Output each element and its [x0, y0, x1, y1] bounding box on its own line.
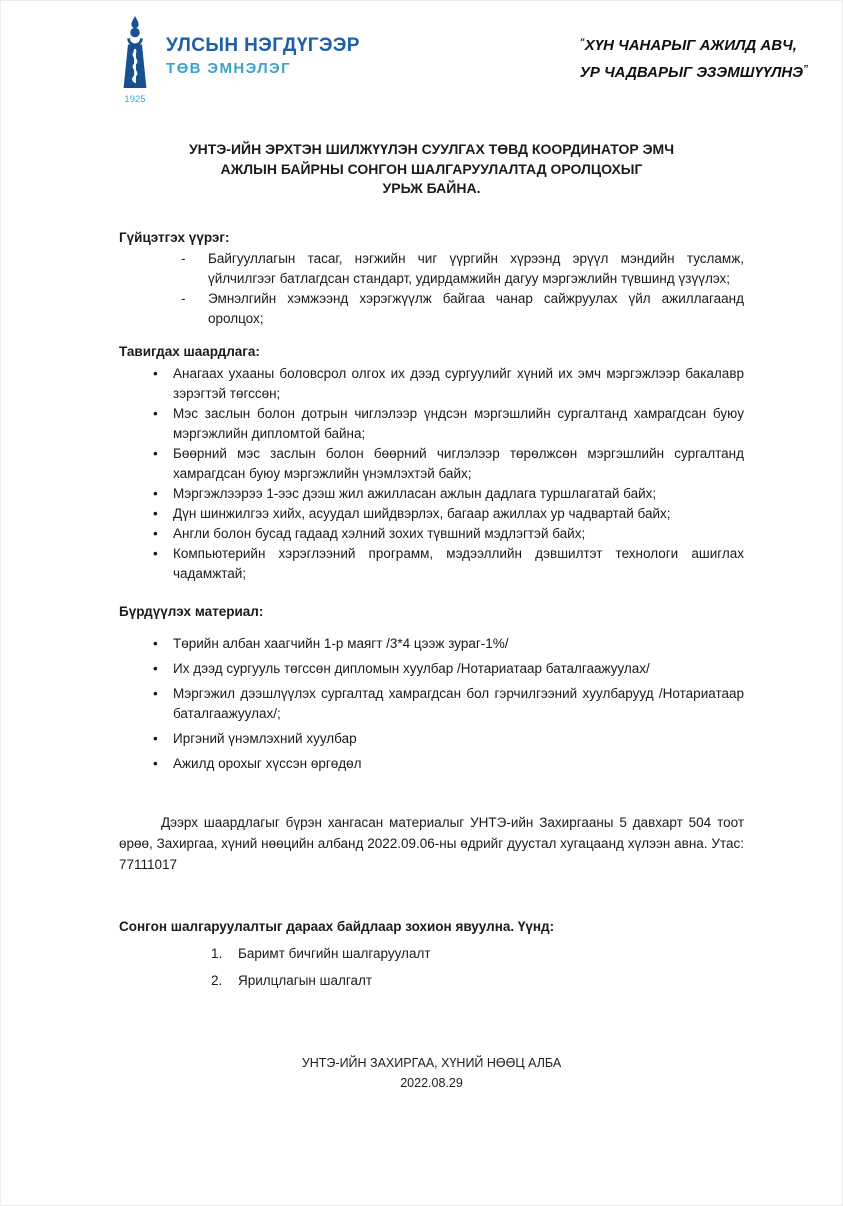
list-item: - Байгууллагын тасаг, нэгжийн чиг үүргийн хүрээнд эрүүл мэндийн тусламж, үйлчилгээг батлагдсан стандарт, удирдамжийн дагуу мэргэжлийн түвшинд үзүүлэх; [119, 249, 744, 289]
list-item: Баримт бичгийн шалгаруулалт [238, 945, 431, 961]
list-item: • Ажилд орохыг хүссэн өргөдөл [119, 754, 744, 774]
list-item: • Анагаах ухааны боловсрол олгох их дээд сургуулийг хүний их эмч мэргэжлээр бакалавр зэрэгтэй төгссөн; [119, 364, 744, 404]
list-item: • Мэргэжил дээшлүүлэх сургалтад хамрагдсан бол гэрчилгээний хуулбарууд /Нотариатаар баталгаажуулах/; [119, 684, 744, 724]
medical-emblem-icon [113, 15, 157, 110]
duties-list [119, 249, 744, 329]
footer-date: 2022.08.29 [400, 1075, 463, 1090]
hospital-name-line1: УЛСЫН НЭГДҮГЭЭР [166, 35, 360, 56]
document-body [119, 140, 744, 1093]
list-item: • Их дээд сургууль төгссөн дипломын хуулбар /Нотариатаар баталгаажуулах/ [119, 659, 744, 679]
section-materials [119, 602, 744, 774]
title-line1: УНТЭ-ИЙН ЭРХТЭН ШИЛЖҮҮЛЭН СУУЛГАХ ТӨВД КООРДИНАТОР ЭМЧ [188, 141, 675, 157]
hospital-name [166, 35, 360, 77]
motto-line2: УР ЧАДВАРЫГ ЭЗЭМШҮҮЛНЭ” [579, 64, 808, 81]
submission-paragraph: Дээрх шаардлагыг бүрэн хангасан материалыг УНТЭ-ийн Захиргааны 5 давхарт 504 тоот өрөө, Захиргаа, хүний нөөцийн албанд 2022.09.06-ны өдрийг дуустал хугацаанд хүлээн авна. Утас: 77111017 [119, 814, 744, 872]
section-duties [119, 228, 744, 329]
motto-line1: “ХҮН ЧАНАРЫГ АЖИЛД АВЧ, [579, 37, 797, 54]
close-quote: ” [803, 64, 808, 75]
hospital-brand [113, 15, 360, 110]
open-quote: “ [579, 37, 585, 48]
list-item: • Мэргэжлээрээ 1-ээс дээш жил ажилласан ажлын дадлага туршлагатай байх; [119, 484, 744, 504]
list-item: • Англи болон бусад гадаад хэлний зохих түвшний мэдлэгтэй байх; [119, 524, 744, 544]
document-header [1, 1, 842, 110]
list-item: • Төрийн албан хаагчийн 1-р маягт /3*4 цээж зураг-1%/ [119, 634, 744, 654]
selection-heading: Сонгон шалгаруулалтыг дараах байдлаар зохион явуулна. Үүнд: [119, 918, 555, 934]
duties-heading: Гүйцэтгэх үүрэг: [119, 229, 230, 245]
materials-heading: Бүрдүүлэх материал: [119, 603, 264, 619]
requirements-list [119, 364, 744, 584]
selection-steps-list [119, 944, 744, 991]
title-line3: УРЬЖ БАЙНА. [382, 180, 481, 196]
announcement-title [119, 140, 744, 199]
logo-year: 1925 [124, 94, 146, 105]
list-item: Ярилцлагын шалгалт [238, 972, 373, 988]
list-item: • Дүн шинжилгээ хийх, асуудал шийдвэрлэх, багаар ажиллах ур чадвартай байх; [119, 504, 744, 524]
section-requirements [119, 342, 744, 584]
list-item: • Иргэний үнэмлэхний хуулбар [119, 729, 744, 749]
section-selection-process [119, 917, 744, 991]
document-footer [119, 1053, 744, 1093]
list-item: • Компьютерийн хэрэглээний программ, мэдээллийн дэвшилтэт технологи ашиглах чадамжтай; [119, 544, 744, 584]
list-item: - Эмнэлгийн хэмжээнд хэрэгжүүлж байгаа чанар сайжруулах үйл ажиллагаанд оролцох; [119, 289, 744, 329]
footer-issuer: УНТЭ-ИЙН ЗАХИРГАА, ХҮНИЙ НӨӨЦ АЛБА [301, 1055, 562, 1070]
hospital-name-line2: ТӨВ ЭМНЭЛЭГ [166, 60, 292, 77]
title-line2: АЖЛЫН БАЙРНЫ СОНГОН ШАЛГАРУУЛАЛТАД ОРОЛЦОХЫГ [220, 160, 643, 177]
materials-list [119, 634, 744, 774]
requirements-heading: Тавигдах шаардлага: [119, 343, 260, 359]
list-item: • Мэс заслын болон дотрын чиглэлээр үндсэн мэргэшлийн сургалтанд хамрагдсан буюу мэргэжлийн дипломтой байна; [119, 404, 744, 444]
hospital-motto [580, 31, 808, 85]
list-item: • Бөөрний мэс заслын болон бөөрний чиглэлээр төрөлжсөн мэргэшлийн сургалтанд хамрагдсан буюу мэргэжлийн үнэмлэхтэй байх; [119, 444, 744, 484]
